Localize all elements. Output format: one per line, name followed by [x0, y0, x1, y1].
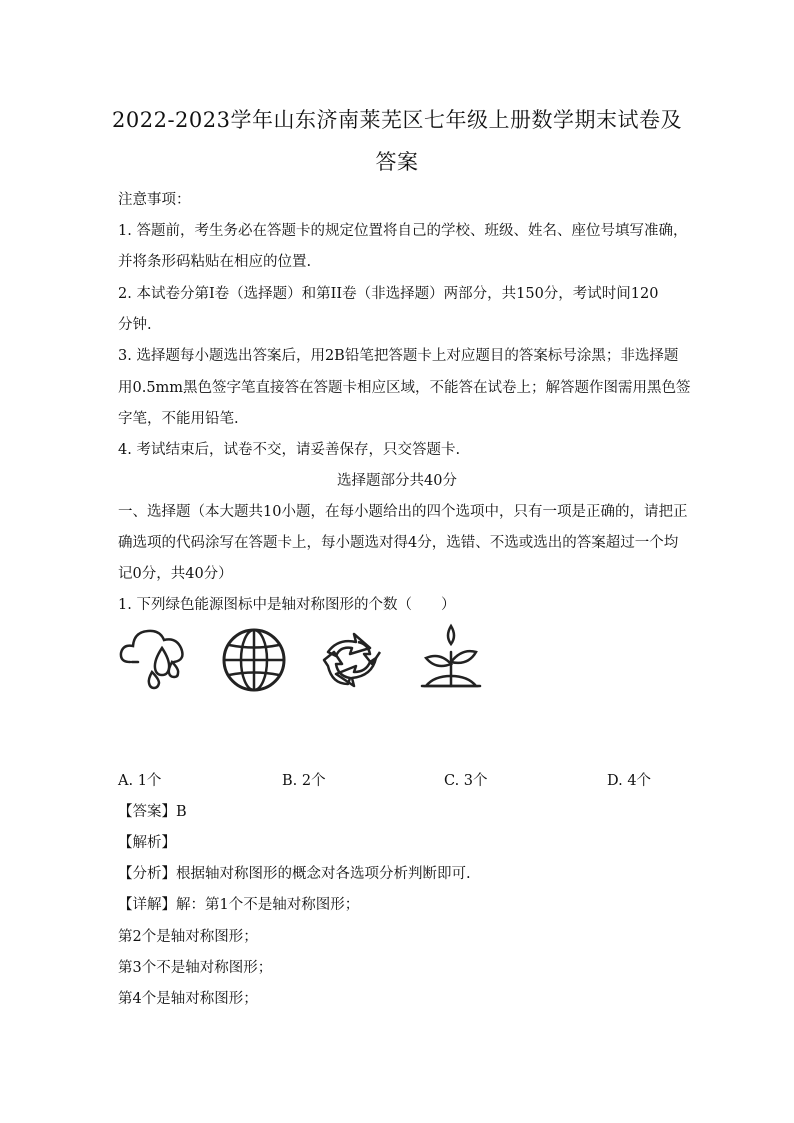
part1-line-b: 确选项的代码涂写在答题卡上，每小题选对得4分，选错、不选或选出的答案超过一个均 [118, 535, 679, 551]
notice-heading: 注意事项： [118, 192, 191, 208]
detail-line-3: 第3个不是轴对称图形； [118, 960, 273, 976]
notice-4: 4. 考试结束后，试卷不交，请妥善保存，只交答题卡. [118, 442, 461, 458]
notice-3c: 字笔，不能用铅笔. [118, 411, 239, 427]
detail-line-2: 第2个是轴对称图形； [118, 929, 258, 945]
notice-3b: 用0.5mm黑色签字笔直接答在答题卡相应区域，不能答在试卷上；解答题作图需用黑色签 [118, 380, 691, 396]
doc-title-line2: 答案 [375, 150, 419, 174]
part1-line-a: 一、选择题（本大题共10小题，在每小题给出的四个选项中，只有一项是正确的，请把正 [118, 504, 688, 520]
option-c: C. 3个 [444, 773, 488, 789]
part1-line-c: 记0分，共40分） [118, 566, 233, 582]
notice-2a: 2. 本试卷分第I卷（选择题）和第II卷（非选择题）两部分，共150分，考试时间120 [118, 286, 659, 302]
notice-2b: 分钟. [118, 317, 152, 333]
question-1: 1. 下列绿色能源图标中是轴对称图形的个数（ ） [118, 597, 456, 613]
answer-label: 【答案】B [118, 804, 187, 820]
doc-title-line1: 2022-2023学年山东济南莱芜区七年级上册数学期末试卷及 [112, 108, 682, 132]
sprout-icon [418, 622, 484, 694]
notice-3a: 3. 选择题每小题选出答案后，用2B铅笔把答题卡上对应题目的答案标号涂黑；非选择题 [118, 348, 679, 364]
detail-line-1: 【详解】解：第1个不是轴对称图形； [118, 897, 360, 913]
fenxi-text: 【分析】根据轴对称图形的概念对各选项分析判断即可. [118, 866, 471, 882]
cloud-rain-icon [118, 622, 188, 694]
option-a: A. 1个 [118, 773, 162, 789]
option-d: D. 4个 [607, 773, 652, 789]
section-title: 选择题部分共40分 [337, 473, 457, 489]
energy-icons [118, 622, 498, 698]
analysis-label: 【解析】 [118, 835, 176, 851]
globe-icon [220, 622, 288, 694]
notice-1a: 1. 答题前，考生务必在答题卡的规定位置将自己的学校、班级、姓名、座位号填写准确， [118, 223, 688, 239]
detail-line-4: 第4个是轴对称图形； [118, 991, 258, 1007]
recycle-arrows-icon [314, 622, 390, 694]
notice-1b: 并将条形码粘贴在相应的位置. [118, 254, 312, 270]
option-b: B. 2个 [282, 773, 326, 789]
